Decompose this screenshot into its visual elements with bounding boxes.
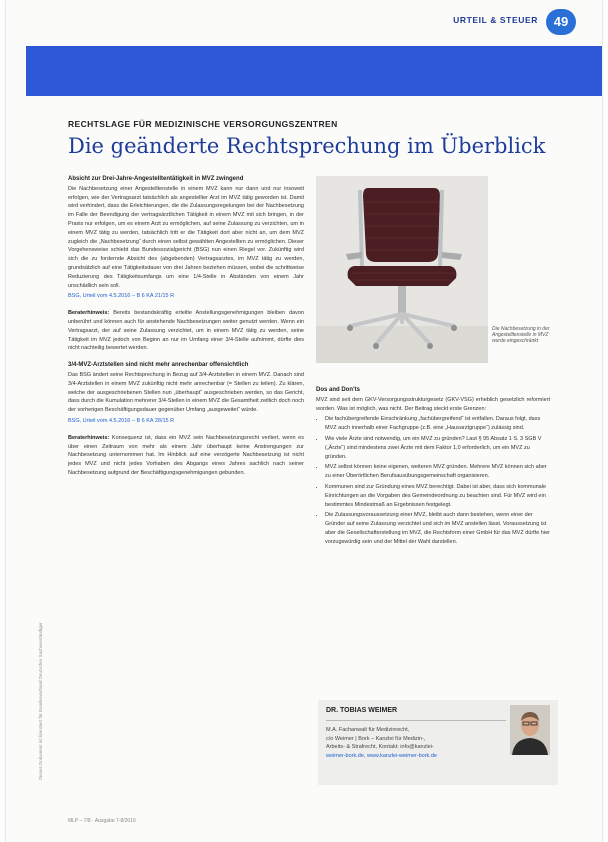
page-number-badge: 49 bbox=[546, 9, 576, 35]
body-paragraph: Die Nachbesetzung einer Angestelltenstelle in einem MVZ kann nur dann und nur insoweit erfolgen, wie der Vertragsarzt tatsächlich als angestellter Arzt im MVZ tätig geworden ist. Damit wird verhindert, dass die Erleichterungen, die die Zulassungsregelungen bei der Nachbesetzung im Falle der Beendigung der vertragsärztlichen Tätigkeit in einem MVZ mit sich bringen, in der Praxis nur erfolgen, um es einem Arzt zu ermöglichen, auf seine Zulassung zu verzichten, um in einem MVZ tätig zu werden, tatsächlich tritt er die Tätigkeit dort aber nicht an, um dem MVZ zugleich die „Nachbesetzung“ durch einen selbst gewählten Angestellten zu ermöglichen. Dieser Vorgehensweise schiebt das Bundessozialgericht (BSG) nun einen Riegel vor. Zukünftig wird sich die zu fordernde Absicht des (abgebenden) Vertragsarztes, im MVZ tätig zu werden, grundsätzlich auf eine Tätigkeitsdauer von drei Jahren beziehen müssen, wobei die schrittweise Reduzierung des Tätigkeitsumfangs um eine 1/4-Stelle in Abständen von einem Jahr unschädlich sein soll. bbox=[68, 185, 304, 289]
office-chair-illustration bbox=[316, 176, 488, 363]
author-name: DR. TOBIAS WEIMER bbox=[326, 707, 398, 714]
magazine-page bbox=[6, 0, 602, 842]
author-contact: Arbeits- & Strafrecht, Kontakt: info@kanzlei- bbox=[326, 744, 434, 750]
advisor-note bbox=[68, 434, 304, 478]
right-column bbox=[316, 386, 550, 549]
article-headline: Die geänderte Rechtsprechung im Überblick bbox=[68, 134, 546, 158]
advisor-note-text: Bereits bestandskräftig erteilte Anstellungsgenehmigungen bleiben davon unberührt und können auch für anstehende Nachbesetzungen weiter genutzt werden. Wenn ein Vertragsarzt, der auf seine Zulassung verzichtet, um in einem MVZ tätig zu werden, seine Tätigkeit im MVZ jedoch von Beginn an nur im Umfang einer 3/4-Stelle aufnimmt, dürfte dies nicht nachteilig bewertet werden. bbox=[68, 310, 304, 352]
body-paragraph: Das BSG ändert seine Rechtsprechung in Bezug auf 3/4-Arztstellen in einem MVZ. Danach sind 3/4-Arztstellen in einem MVZ zukünftig nicht mehr anrechenbar (= Stellen zu teilen). Zu klären, welche der ausgeschriebenen Stellen nun „überhaupt“ ausgeschrieben werden, so das Gericht, dass durch die Kumulation mehrerer 3/4-Stellen in einem MVZ die Gesamtheit zeitlich doch noch der vorherigen Beschäftigungsdauer gegenüber Umfang „ausgeweitet“ würde. bbox=[68, 371, 304, 414]
section-heading: Dos and Don’ts bbox=[316, 387, 361, 393]
advisor-note-label: Beraterhinweis: bbox=[68, 434, 110, 441]
side-license-note: Dieses Dokument ist lizenziert für Bundesverband Deutscher Sachverständiger bbox=[38, 622, 43, 780]
header-color-band bbox=[26, 46, 602, 96]
list-item: • Wie viele Ärzte sind notwendig, um ein MVZ zu gründen? Laut § 95 Absatz 1 S. 3 SGB V („Ärzte“) sind mindestens zwei Ärzte mit dem Faktor 1,0 erforderlich, um ein MVZ zu gründen. bbox=[325, 435, 550, 461]
list-item: • Kommunen sind zur Gründung eines MVZ berechtigt. Dabei ist aber, dass sich kommunale Einrichtungen an die Vorgaben des Gemeindeordnung zu beachten sind. Für MVZ wird ein bestimmtes Mindestmaß an Ergebnissen festgelegt. bbox=[325, 483, 550, 509]
court-citation: BSG, Urteil vom 4.5.2016 – B 6 KA 21/15 R bbox=[68, 293, 175, 300]
author-portrait bbox=[510, 705, 550, 755]
author-box bbox=[318, 700, 558, 785]
section-label: URTEIL & STEUER bbox=[453, 15, 538, 25]
court-citation: BSG, Urteil vom 4.5.2016 – B 6 KA 28/15 R bbox=[68, 417, 175, 424]
section-heading: Absicht zur Drei-Jahre-Angestelltentätigkeit in MVZ zwingend bbox=[68, 176, 244, 182]
body-paragraph: MVZ sind seit dem GKV-Versorgungsstrukturgesetz (GKV-VSG) erheblich gesetzlich reformiert worden. Was ist möglich, was nicht. Der Beitrag steckt erste Grenzen: bbox=[316, 396, 550, 412]
author-details bbox=[326, 726, 506, 760]
list-item: • MVZ selbst können keine eigenen, weiteren MVZ gründen. Mehrere MVZ können sich aber zu einer Überörtlichen Berufsausübungsgemeinschaft organisieren. bbox=[325, 463, 550, 481]
list-item: • Die Zulassungsvoraussetzung einer MVZ, bleibt auch dann bestehen, wenn einer der Gründer auf seine Zulassung verzichtet und sich im MVZ anstellen lässt. Voraussetzung ist aber die Gesellschafterstellung im MVZ, die Rechtsform einer GmbH für das MVZ dürfte hier vorzugswürdig sein und der Mittel der Wahl darstellen. bbox=[325, 511, 550, 546]
article-kicker: RECHTSLAGE FÜR MEDIZINISCHE VERSORGUNGSZENTREN bbox=[68, 119, 338, 129]
left-column bbox=[68, 175, 304, 480]
advisor-note-text: Konsequenz ist, dass ein MVZ sein Nachbesetzungsrecht verliert, wenn es über einen Zeitraum von mehr als einem Jahr überhaupt keine Anstrengungen zur Nachbesetzung unternommen hat. Im Hinblick auf eine verzögerte Nachbesetzung ist nicht jedes MVZ und nicht jedes Vorhaben des Abgangs eines Jahres sachlich nach seiner Nachbesetzung aufgrund der Beschäftigungsgenehmigungen gebunden. bbox=[68, 434, 304, 476]
advisor-note bbox=[68, 309, 304, 353]
list-item: • Die fachübergreifende Einschränkung „fachübergreifend“ ist entfallen. Daraus folgt, dass MVZ auch innerhalb einer Fachgruppe (z.B. eine „Hausarztgruppe“) zulässig sind. bbox=[325, 415, 550, 433]
office-chair-photo bbox=[316, 176, 488, 363]
photo-caption: Die Nachbesetzung in der Angestelltenstelle in MVZ wurde eingeschränkt bbox=[492, 326, 550, 345]
author-website-link[interactable]: weimer-bork.de, www.kanzlei-weimer-bork.de bbox=[326, 752, 437, 759]
author-firm: c/o Weimer | Bork – Kanzlei für Medizin-, bbox=[326, 735, 426, 742]
author-divider bbox=[326, 720, 506, 721]
advisor-note-label: Beraterhinweis: bbox=[68, 310, 110, 317]
section-heading: 3/4-MVZ-Arztstellen sind nicht mehr anrechenbar offensichtlich bbox=[68, 362, 249, 369]
dos-donts-list bbox=[316, 415, 550, 546]
page-footer: MLP – 7/8 · Ausgabe 7-8/2016 bbox=[68, 818, 136, 824]
author-title: M.A. Fachanwalt für Medizinrecht, bbox=[326, 727, 410, 733]
